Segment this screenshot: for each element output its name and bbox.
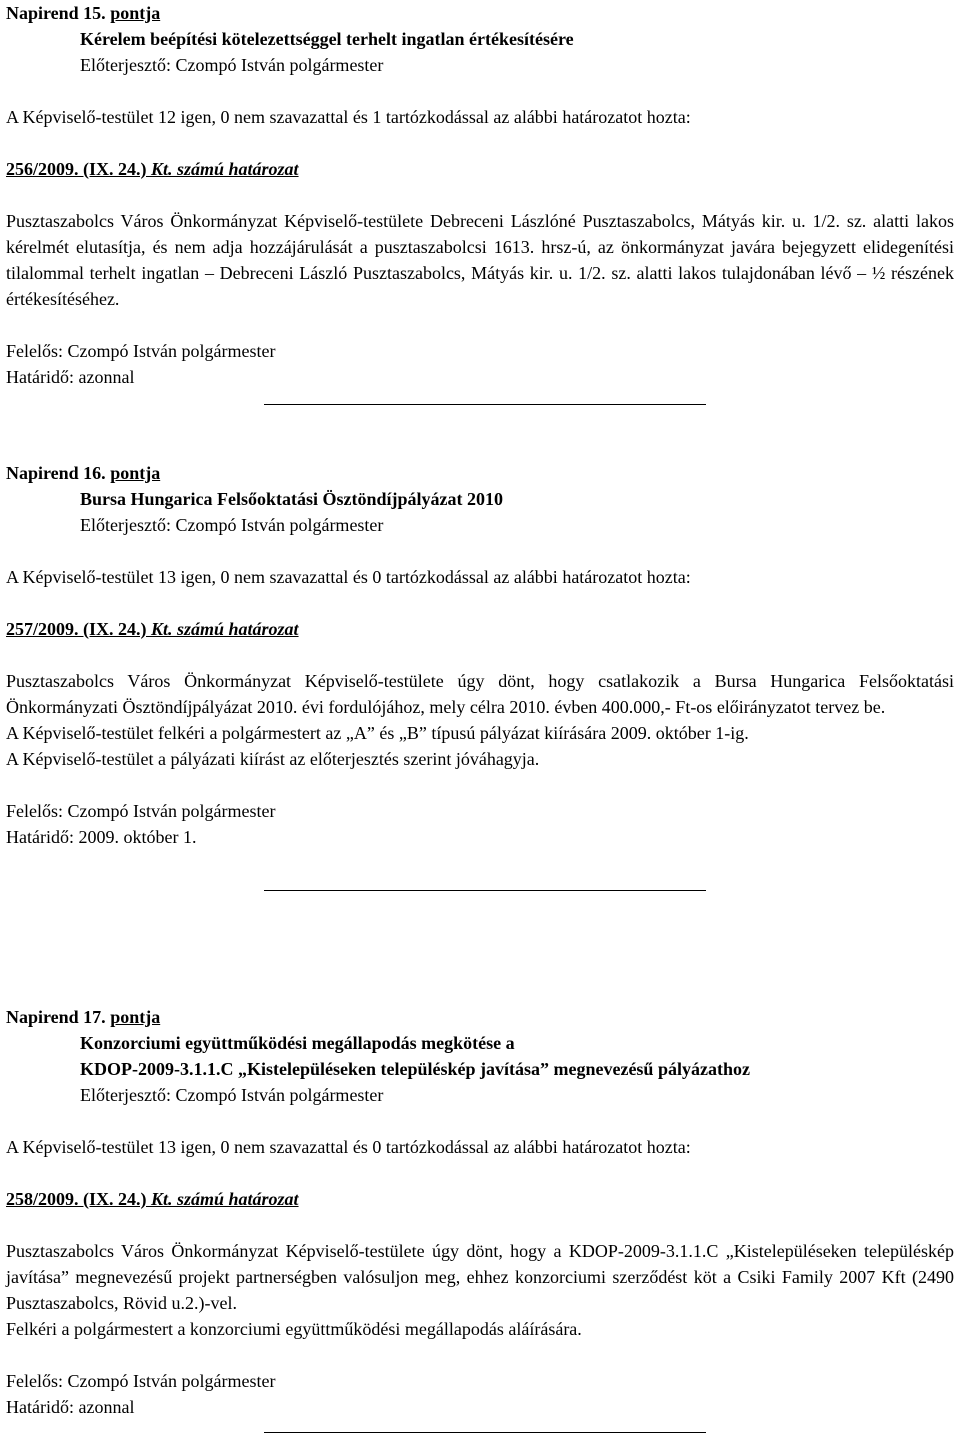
agenda-section-17: [6, 1004, 954, 1433]
responsible-line: Felelős: Czompó István polgármester: [6, 341, 276, 361]
presenter-line: Előterjesztő: Czompó István polgármester: [80, 55, 384, 75]
resolution-body: A Képviselő-testület felkéri a polgármestert az „A” és „B” típusú pályázat kiírására 2009. október 1-ig.: [6, 723, 749, 743]
agenda-heading: Napirend 15. pontja: [6, 3, 161, 23]
agenda-heading: Napirend 16. pontja: [6, 463, 161, 483]
vote-line: A Képviselő-testület 12 igen, 0 nem szavazattal és 1 tartózkodással az alábbi határozatot hozta:: [6, 107, 691, 127]
separator-rule: [264, 404, 706, 405]
resolution-body: Pusztaszabolcs Város Önkormányzat Képviselő-testülete úgy dönt, hogy a KDOP-2009-3.1.1.C „Kistelepüléseken településkép javítása” megnevezésű projekt partnerségben valósuljon meg, ehhez konzorciumi szerződést köt a Csiki Family 2007 Kft (2490 Pusztaszabolcs, Rövid u.2.)-vel.: [6, 1241, 954, 1313]
presenter-line: Előterjesztő: Czompó István polgármester: [80, 515, 384, 535]
vote-line: A Képviselő-testület 13 igen, 0 nem szavazattal és 0 tartózkodással az alábbi határozatot hozta:: [6, 1137, 691, 1157]
resolution-body: A Képviselő-testület a pályázati kiírást az előterjesztés szerint jóváhagyja.: [6, 749, 540, 769]
presenter-line: Előterjesztő: Czompó István polgármester: [80, 1085, 384, 1105]
agenda-title: Bursa Hungarica Felsőoktatási Ösztöndíjpályázat 2010: [80, 489, 504, 509]
separator-rule: [264, 890, 706, 891]
deadline-line: Határidő: 2009. október 1.: [6, 827, 197, 847]
deadline-line: Határidő: azonnal: [6, 1397, 135, 1417]
deadline-line: Határidő: azonnal: [6, 367, 135, 387]
resolution-body: Pusztaszabolcs Város Önkormányzat Képviselő-testülete úgy dönt, hogy csatlakozik a Bursa Hungarica Felsőoktatási Önkormányzati Ösztöndíjpályázat 2010. évi fordulójához, mely célra 2010. évben 400.000,- Ft-os előirányzatot tervez be.: [6, 671, 954, 717]
agenda-heading: Napirend 17. pontja: [6, 1007, 161, 1027]
resolution-number: 256/2009. (IX. 24.) Kt. számú határozat: [6, 159, 299, 179]
agenda-title: Kérelem beépítési kötelezettséggel terhelt ingatlan értékesítésére: [80, 29, 574, 49]
vote-line: A Képviselő-testület 13 igen, 0 nem szavazattal és 0 tartózkodással az alábbi határozatot hozta:: [6, 567, 691, 587]
agenda-title: KDOP-2009-3.1.1.C „Kistelepüléseken településkép javítása” megnevezésű pályázathoz: [80, 1059, 750, 1079]
agenda-title: Konzorciumi együttműködési megállapodás megkötése a: [80, 1033, 515, 1053]
responsible-line: Felelős: Czompó István polgármester: [6, 1371, 276, 1391]
resolution-body: Felkéri a polgármestert a konzorciumi együttműködési megállapodás aláírására.: [6, 1319, 582, 1339]
resolution-number: 258/2009. (IX. 24.) Kt. számú határozat: [6, 1189, 299, 1209]
separator-rule: [264, 1432, 706, 1433]
resolution-number: 257/2009. (IX. 24.) Kt. számú határozat: [6, 619, 299, 639]
resolution-body: Pusztaszabolcs Város Önkormányzat Képviselő-testülete Debreceni Lászlóné Pusztaszabolcs, Mátyás kir. u. 1/2. sz. alatti lakos kérelmét elutasítja, és nem adja hozzájárulását a pusztaszabolcsi 1613. hrsz-ú, az önkormányzat javára bejegyzett elidegenítési tilalommal terhelt ingatlan – Debreceni László Pusztaszabolcs, Mátyás kir. u. 1/2. sz. alatti lakos tulajdonában lévő – ½ részének értékesítéséhez.: [6, 211, 954, 309]
agenda-section-15: [6, 0, 954, 405]
responsible-line: Felelős: Czompó István polgármester: [6, 801, 276, 821]
agenda-section-16: [6, 460, 954, 891]
